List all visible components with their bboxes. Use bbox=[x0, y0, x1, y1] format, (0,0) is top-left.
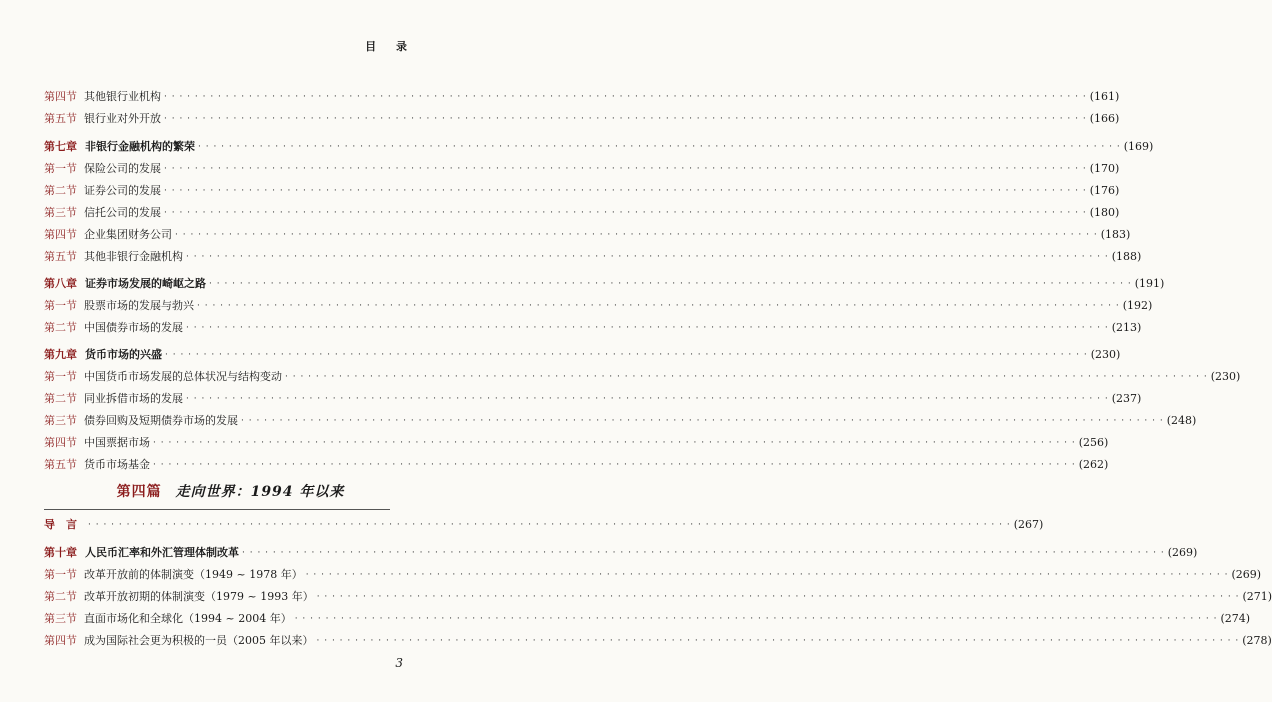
toc-section-entry[interactable] bbox=[44, 111, 1120, 127]
toc-section-entry[interactable] bbox=[44, 369, 1241, 385]
part-heading bbox=[0, 481, 461, 501]
toc-section-entry[interactable] bbox=[44, 457, 1109, 473]
dot-leader: · · · · · · · · · · · · · · · · · · · · · · · · · · · · · · · · · · · · · · · · · · · · · · · · · · · · · · · · · · · · · · · · · · · · · · · · · · · · · · · · · · · · · · · · · · · · · · · · · · · · · · · · · · · · · · · · · · · · · · · · bbox=[164, 114, 1087, 124]
entry-title: 保险公司的发展 bbox=[84, 162, 161, 175]
toc-section-entry[interactable] bbox=[44, 413, 1197, 429]
entry-title: 银行业对外开放 bbox=[84, 112, 161, 125]
entry-title: 中国货币市场发展的总体状况与结构变动 bbox=[84, 370, 282, 383]
entry-title: 货币市场的兴盛 bbox=[85, 348, 162, 361]
entry-number: 第七章 bbox=[44, 140, 77, 153]
toc-chapter-entry[interactable] bbox=[44, 276, 1165, 292]
entry-title: 中国债券市场的发展 bbox=[84, 321, 183, 334]
entry-title: 成为国际社会更为积极的一员（2005 年以来） bbox=[84, 634, 314, 647]
entry-title: 股票市场的发展与勃兴 bbox=[84, 299, 194, 312]
entry-number: 第三节 bbox=[44, 414, 77, 427]
entry-page: (274) bbox=[1220, 612, 1251, 625]
dot-leader: · · · · · · · · · · · · · · · · · · · · · · · · · · · · · · · · · · · · · · · · · · · · · · · · · · · · · · · · · · · · · · · · · · · · · · · · · · · · · · · · · · · · · · · · · · · · · · · · · · · · · · · · · · · · · · · · · · · · · · · · bbox=[209, 279, 1132, 289]
entry-page: (230) bbox=[1090, 348, 1121, 361]
toc-section-entry[interactable] bbox=[44, 89, 1120, 105]
entry-number: 第二节 bbox=[44, 184, 77, 197]
toc-section-entry[interactable] bbox=[44, 205, 1120, 221]
part-number: 第四篇 bbox=[116, 484, 162, 500]
entry-title: 其他非银行金融机构 bbox=[84, 250, 183, 263]
dot-leader: · · · · · · · · · · · · · · · · · · · · · · · · · · · · · · · · · · · · · · · · · · · · · · · · · · · · · · · · · · · · · · · · · · · · · · · · · · · · · · · · · · · · · · · · · · · · · · · · · · · · · · · · · · · · · · · · · · · · · · · · bbox=[197, 301, 1120, 311]
entry-page: (176) bbox=[1089, 184, 1120, 197]
entry-number: 第二节 bbox=[44, 590, 77, 603]
entry-number: 第五节 bbox=[44, 250, 77, 263]
entry-number: 第三节 bbox=[44, 206, 77, 219]
entry-page: (169) bbox=[1123, 140, 1154, 153]
entry-number: 第一节 bbox=[44, 162, 77, 175]
entry-page: (191) bbox=[1134, 277, 1165, 290]
entry-page: (256) bbox=[1078, 436, 1109, 449]
entry-page: (180) bbox=[1089, 206, 1120, 219]
entry-page: (269) bbox=[1231, 568, 1262, 581]
toc-section-entry[interactable] bbox=[44, 320, 1142, 336]
toc-section-entry[interactable] bbox=[44, 249, 1142, 265]
entry-page: (213) bbox=[1111, 321, 1142, 334]
dot-leader: · · · · · · · · · · · · · · · · · · · · · · · · · · · · · · · · · · · · · · · · · · · · · · · · · · · · · · · · · · · · · · · · · · · · · · · · · · · · · · · · · · · · · · · · · · · · · · · · · · · · · · · · · · · · · · · · · · · · · · · · bbox=[285, 372, 1208, 382]
entry-page: (170) bbox=[1089, 162, 1120, 175]
toc-chapter-entry[interactable] bbox=[44, 139, 1154, 155]
entry-page: (237) bbox=[1111, 392, 1142, 405]
entry-number: 第一节 bbox=[44, 370, 77, 383]
entry-number: 第八章 bbox=[44, 277, 77, 290]
entry-page: (192) bbox=[1122, 299, 1153, 312]
toc-section-entry[interactable] bbox=[44, 183, 1120, 199]
entry-page: (262) bbox=[1078, 458, 1109, 471]
toc-section-entry[interactable] bbox=[44, 567, 1262, 583]
entry-number: 第四节 bbox=[44, 436, 77, 449]
dot-leader: · · · · · · · · · · · · · · · · · · · · · · · · · · · · · · · · · · · · · · · · · · · · · · · · · · · · · · · · · · · · · · · · · · · · · · · · · · · · · · · · · · · · · · · · · · · · · · · · · · · · · · · · · · · · · · · · · · · · · · · · bbox=[164, 208, 1087, 218]
page-number: 3 bbox=[395, 656, 403, 670]
entry-page: (278) bbox=[1242, 634, 1272, 647]
toc-section-entry[interactable] bbox=[44, 391, 1142, 407]
entry-number: 第四节 bbox=[44, 90, 77, 103]
entry-page: (161) bbox=[1089, 90, 1120, 103]
entry-title: 直面市场化和全球化（1994 ~ 2004 年） bbox=[84, 612, 292, 625]
entry-title: 其他银行业机构 bbox=[84, 90, 161, 103]
toc-chapter-entry[interactable] bbox=[44, 545, 1198, 561]
page-header: 目 录 bbox=[365, 40, 415, 53]
dot-leader: · · · · · · · · · · · · · · · · · · · · · · · · · · · · · · · · · · · · · · · · · · · · · · · · · · · · · · · · · · · · · · · · · · · · · · · · · · · · · · · · · · · · · · · · · · · · · · · · · · · · · · · · · · · · · · · · · · · · · · · · bbox=[88, 520, 1011, 530]
entry-page: (166) bbox=[1089, 112, 1120, 125]
toc-chapter-entry[interactable] bbox=[44, 347, 1121, 363]
toc-section-entry[interactable] bbox=[44, 161, 1120, 177]
entry-title: 企业集团财务公司 bbox=[84, 228, 172, 241]
entry-number: 第五节 bbox=[44, 458, 77, 471]
entry-number: 第一节 bbox=[44, 299, 77, 312]
dot-leader: · · · · · · · · · · · · · · · · · · · · · · · · · · · · · · · · · · · · · · · · · · · · · · · · · · · · · · · · · · · · · · · · · · · · · · · · · · · · · · · · · · · · · · · · · · · · · · · · · · · · · · · · · · · · · · · · · · · · · · · · bbox=[186, 323, 1109, 333]
entry-number: 第十章 bbox=[44, 546, 77, 559]
entry-title: 债券回购及短期债券市场的发展 bbox=[84, 414, 238, 427]
entry-title: 中国票据市场 bbox=[84, 436, 150, 449]
dot-leader: · · · · · · · · · · · · · · · · · · · · · · · · · · · · · · · · · · · · · · · · · · · · · · · · · · · · · · · · · · · · · · · · · · · · · · · · · · · · · · · · · · · · · · · · · · · · · · · · · · · · · · · · · · · · · · · · · · · · · · · · bbox=[164, 164, 1087, 174]
entry-page: (188) bbox=[1111, 250, 1142, 263]
dot-leader: · · · · · · · · · · · · · · · · · · · · · · · · · · · · · · · · · · · · · · · · · · · · · · · · · · · · · · · · · · · · · · · · · · · · · · · · · · · · · · · · · · · · · · · · · · · · · · · · · · · · · · · · · · · · · · · · · · · · · · · · bbox=[186, 394, 1109, 404]
dot-leader: · · · · · · · · · · · · · · · · · · · · · · · · · · · · · · · · · · · · · · · · · · · · · · · · · · · · · · · · · · · · · · · · · · · · · · · · · · · · · · · · · · · · · · · · · · · · · · · · · · · · · · · · · · · · · · · · · · · · · · · · bbox=[175, 230, 1098, 240]
dot-leader: · · · · · · · · · · · · · · · · · · · · · · · · · · · · · · · · · · · · · · · · · · · · · · · · · · · · · · · · · · · · · · · · · · · · · · · · · · · · · · · · · · · · · · · · · · · · · · · · · · · · · · · · · · · · · · · · · · · · · · · · bbox=[153, 438, 1076, 448]
entry-title: 改革开放初期的体制演变（1979 ~ 1993 年） bbox=[84, 590, 314, 603]
entry-title: 人民币汇率和外汇管理体制改革 bbox=[85, 546, 239, 559]
entry-number: 第二节 bbox=[44, 321, 77, 334]
entry-number: 第二节 bbox=[44, 392, 77, 405]
dot-leader: · · · · · · · · · · · · · · · · · · · · · · · · · · · · · · · · · · · · · · · · · · · · · · · · · · · · · · · · · · · · · · · · · · · · · · · · · · · · · · · · · · · · · · · · · · · · · · · · · · · · · · · · · · · · · · · · · · · · · · · · bbox=[186, 252, 1109, 262]
entry-number: 导 言 bbox=[44, 518, 77, 531]
dot-leader: · · · · · · · · · · · · · · · · · · · · · · · · · · · · · · · · · · · · · · · · · · · · · · · · · · · · · · · · · · · · · · · · · · · · · · · · · · · · · · · · · · · · · · · · · · · · · · · · · · · · · · · · · · · · · · · · · · · · · · · · bbox=[164, 92, 1087, 102]
dot-leader: · · · · · · · · · · · · · · · · · · · · · · · · · · · · · · · · · · · · · · · · · · · · · · · · · · · · · · · · · · · · · · · · · · · · · · · · · · · · · · · · · · · · · · · · · · · · · · · · · · · · · · · · · · · · · · · · · · · · · · · · bbox=[316, 592, 1240, 602]
dot-leader: · · · · · · · · · · · · · · · · · · · · · · · · · · · · · · · · · · · · · · · · · · · · · · · · · · · · · · · · · · · · · · · · · · · · · · · · · · · · · · · · · · · · · · · · · · · · · · · · · · · · · · · · · · · · · · · · · · · · · · · · bbox=[305, 570, 1229, 580]
entry-title: 改革开放前的体制演变（1949 ~ 1978 年） bbox=[84, 568, 303, 581]
entry-number: 第四节 bbox=[44, 634, 77, 647]
entry-number: 第九章 bbox=[44, 348, 77, 361]
dot-leader: · · · · · · · · · · · · · · · · · · · · · · · · · · · · · · · · · · · · · · · · · · · · · · · · · · · · · · · · · · · · · · · · · · · · · · · · · · · · · · · · · · · · · · · · · · · · · · · · · · · · · · · · · · · · · · · · · · · · · · · · bbox=[242, 548, 1165, 558]
toc-section-entry[interactable] bbox=[44, 298, 1153, 314]
toc-section-entry[interactable] bbox=[44, 589, 1272, 605]
entry-title: 信托公司的发展 bbox=[84, 206, 161, 219]
entry-title: 货币市场基金 bbox=[84, 458, 150, 471]
entry-page: (267) bbox=[1013, 518, 1044, 531]
toc-section-entry[interactable] bbox=[44, 633, 1272, 649]
toc-chapter-entry[interactable] bbox=[44, 517, 1044, 533]
entry-number: 第一节 bbox=[44, 568, 77, 581]
entry-page: (269) bbox=[1167, 546, 1198, 559]
entry-title: 证券公司的发展 bbox=[84, 184, 161, 197]
entry-number: 第四节 bbox=[44, 228, 77, 241]
entry-title: 同业拆借市场的发展 bbox=[84, 392, 183, 405]
dot-leader: · · · · · · · · · · · · · · · · · · · · · · · · · · · · · · · · · · · · · · · · · · · · · · · · · · · · · · · · · · · · · · · · · · · · · · · · · · · · · · · · · · · · · · · · · · · · · · · · · · · · · · · · · · · · · · · · · · · · · · · · bbox=[164, 186, 1087, 196]
entry-title: 非银行金融机构的繁荣 bbox=[85, 140, 195, 153]
entry-page: (248) bbox=[1166, 414, 1197, 427]
part-title: 走向世界：1994 年以来 bbox=[175, 484, 345, 500]
dot-leader: · · · · · · · · · · · · · · · · · · · · · · · · · · · · · · · · · · · · · · · · · · · · · · · · · · · · · · · · · · · · · · · · · · · · · · · · · · · · · · · · · · · · · · · · · · · · · · · · · · · · · · · · · · · · · · · · · · · · · · · · bbox=[316, 636, 1240, 646]
dot-leader: · · · · · · · · · · · · · · · · · · · · · · · · · · · · · · · · · · · · · · · · · · · · · · · · · · · · · · · · · · · · · · · · · · · · · · · · · · · · · · · · · · · · · · · · · · · · · · · · · · · · · · · · · · · · · · · · · · · · · · · · bbox=[165, 350, 1088, 360]
entry-number: 第五节 bbox=[44, 112, 77, 125]
dot-leader: · · · · · · · · · · · · · · · · · · · · · · · · · · · · · · · · · · · · · · · · · · · · · · · · · · · · · · · · · · · · · · · · · · · · · · · · · · · · · · · · · · · · · · · · · · · · · · · · · · · · · · · · · · · · · · · · · · · · · · · · bbox=[198, 142, 1121, 152]
entry-page: (271) bbox=[1242, 590, 1272, 603]
dot-leader: · · · · · · · · · · · · · · · · · · · · · · · · · · · · · · · · · · · · · · · · · · · · · · · · · · · · · · · · · · · · · · · · · · · · · · · · · · · · · · · · · · · · · · · · · · · · · · · · · · · · · · · · · · · · · · · · · · · · · · · · bbox=[153, 460, 1076, 470]
dot-leader: · · · · · · · · · · · · · · · · · · · · · · · · · · · · · · · · · · · · · · · · · · · · · · · · · · · · · · · · · · · · · · · · · · · · · · · · · · · · · · · · · · · · · · · · · · · · · · · · · · · · · · · · · · · · · · · · · · · · · · · · bbox=[294, 614, 1218, 624]
entry-title: 证券市场发展的崎岖之路 bbox=[85, 277, 206, 290]
toc-section-entry[interactable] bbox=[44, 611, 1251, 627]
dot-leader: · · · · · · · · · · · · · · · · · · · · · · · · · · · · · · · · · · · · · · · · · · · · · · · · · · · · · · · · · · · · · · · · · · · · · · · · · · · · · · · · · · · · · · · · · · · · · · · · · · · · · · · · · · · · · · · · · · · · · · · · bbox=[241, 416, 1164, 426]
entry-number: 第三节 bbox=[44, 612, 77, 625]
divider bbox=[44, 509, 390, 510]
entry-page: (230) bbox=[1210, 370, 1241, 383]
entry-page: (183) bbox=[1100, 228, 1131, 241]
toc-section-entry[interactable] bbox=[44, 227, 1131, 243]
toc-section-entry[interactable] bbox=[44, 435, 1109, 451]
